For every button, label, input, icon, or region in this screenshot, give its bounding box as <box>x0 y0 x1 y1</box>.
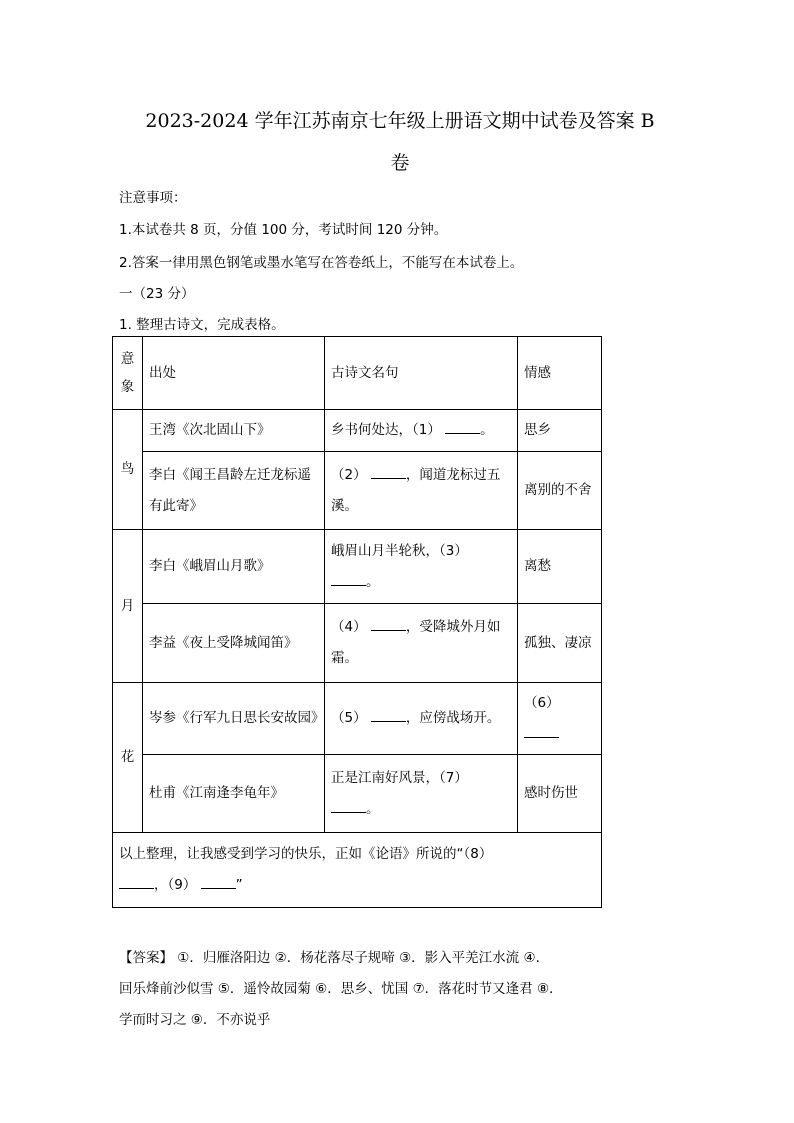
emotion-cell: 离愁 <box>518 530 602 604</box>
emotion-cell: 思乡 <box>518 410 602 452</box>
note-item-2: 2.答案一律用黑色钢笔或墨水笔写在答卷纸上，不能写在本试卷上。 <box>119 255 524 271</box>
blank-5 <box>371 709 406 722</box>
line-text: 。 <box>480 422 494 438</box>
line-text: （5） <box>331 710 367 726</box>
blank-4 <box>371 618 406 631</box>
note-item-1: 1.本试卷共 8 页，分值 100 分，考试时间 120 分钟。 <box>119 222 448 238</box>
source-cell: 李白《峨眉山月歌》 <box>143 530 325 604</box>
line-text: 正是江南好风景，（7） <box>331 769 468 786</box>
line-cell <box>325 530 518 604</box>
source-cell: 李益《夜上受降城闻笛》 <box>143 604 325 683</box>
blank-2 <box>371 466 406 479</box>
line-text: ，受降城外月如霜。 <box>331 619 501 666</box>
header-emotion: 情感 <box>518 337 602 410</box>
source-cell: 岑参《行军九日思长安故园》 <box>143 683 325 755</box>
table-row <box>113 755 602 833</box>
line-text: ，应傍战场开。 <box>405 710 501 726</box>
notes-heading: 注意事项： <box>119 190 187 206</box>
blank-8 <box>119 876 154 889</box>
image-cell: 月 <box>113 530 143 683</box>
line-cell <box>325 755 518 833</box>
header-source: 出处 <box>143 337 325 410</box>
emotion-cell: 感时伤世 <box>518 755 602 833</box>
emotion-cell: 孤独、凄凉 <box>518 604 602 683</box>
blank-1 <box>445 421 480 434</box>
table-row <box>113 410 602 452</box>
blank-6 <box>524 725 559 738</box>
footer-text: ，（9） <box>154 877 197 893</box>
blank-9 <box>201 876 236 889</box>
line-text: （4） <box>331 619 367 635</box>
blank-7 <box>331 800 366 813</box>
line-cell <box>325 410 518 452</box>
emotion-text: （6） <box>524 694 560 711</box>
line-cell <box>325 683 518 755</box>
answer-line-2: 回乐烽前沙似雪 ⑤．遥怜故园菊 ⑥．思乡、忧国 ⑦．落花时节又逢君 ⑧． <box>119 981 563 997</box>
answer-line-3: 学而时习之 ⑨．不亦说乎 <box>119 1012 271 1028</box>
table-row <box>113 452 602 530</box>
footer-text: 以上整理，让我感受到学习的快乐，正如《论语》所说的“（8） <box>119 846 493 862</box>
image-cell: 鸟 <box>113 410 143 530</box>
table-row <box>113 530 602 604</box>
line-text: 。 <box>366 573 380 590</box>
blank-3 <box>331 573 366 586</box>
line-text: （2） <box>331 466 367 483</box>
footer-cell <box>113 833 602 908</box>
document-title: 2023-2024 学年江苏南京七年级上册语文期中试卷及答案 B <box>145 110 655 132</box>
table-footer-row <box>113 833 602 908</box>
line-cell <box>325 604 518 683</box>
line-text: ，闻道龙标过五溪。 <box>331 466 501 514</box>
table-header-row <box>113 337 602 410</box>
table-row <box>113 683 602 755</box>
table-row <box>113 604 602 683</box>
line-text: 峨眉山月半轮秋，（3） <box>331 542 468 559</box>
header-image: 意象 <box>113 337 143 410</box>
line-text: 乡书何处达，（1） <box>331 422 441 438</box>
emotion-cell <box>518 683 602 755</box>
section-heading: 一（23 分） <box>119 286 195 302</box>
document-title-cont: 卷 <box>390 152 410 174</box>
header-line: 古诗文名句 <box>325 337 518 410</box>
poetry-table <box>112 336 602 908</box>
source-cell: 李白《闻王昌龄左迁龙标遥有此寄》 <box>143 452 325 530</box>
footer-text: ” <box>235 877 243 893</box>
question-1: 1. 整理古诗文，完成表格。 <box>119 317 285 333</box>
image-cell: 花 <box>113 683 143 833</box>
source-cell: 杜甫《江南逢李龟年》 <box>143 755 325 833</box>
emotion-cell: 离别的不舍 <box>518 452 602 530</box>
line-text: 。 <box>366 800 380 817</box>
source-cell: 王湾《次北固山下》 <box>143 410 325 452</box>
answer-line-1: 【答案】 ①．归雁洛阳边 ②．杨花落尽子规啼 ③．影入平羌江水流 ④． <box>119 950 550 966</box>
line-cell <box>325 452 518 530</box>
